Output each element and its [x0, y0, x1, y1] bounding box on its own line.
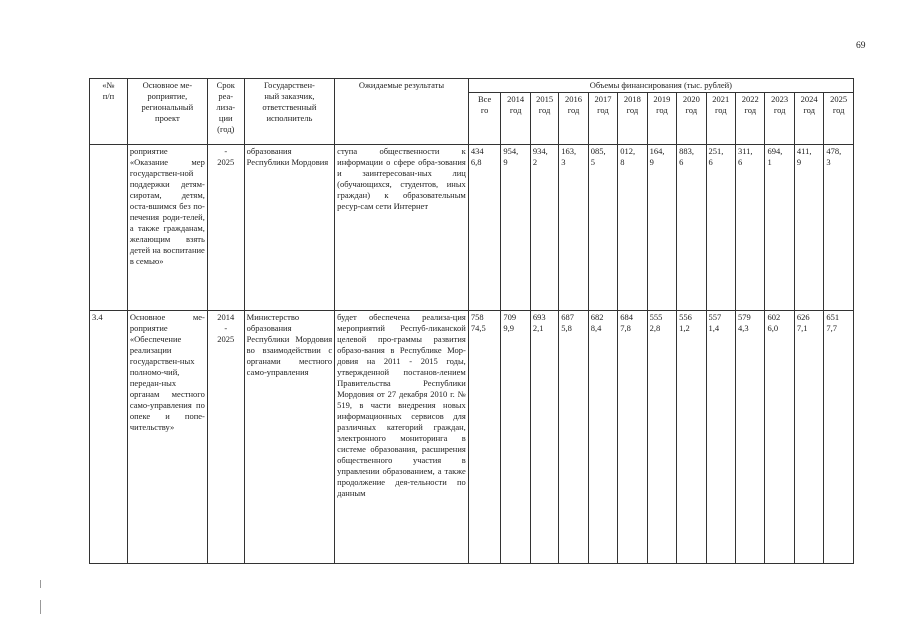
header-funding-group: Объемы финансирования (тыс. рублей)	[468, 79, 853, 93]
header-year-2022: 2022 год	[736, 93, 765, 145]
header-year-total: Все го	[468, 93, 501, 145]
row-term: 2014 - 2025	[207, 310, 244, 563]
amount-2022: 579 4,3	[736, 310, 765, 563]
header-event: Основное ме- роприятие, региональный проект	[127, 79, 207, 145]
amount-2022: 311, 6	[736, 145, 765, 311]
header-year-2025: 2025 год	[824, 93, 854, 145]
amount-2015: 693 2,1	[530, 310, 558, 563]
amount-2023: 694, 1	[765, 145, 794, 311]
amount-2020: 556 1,2	[677, 310, 706, 563]
funding-table	[89, 78, 854, 564]
amount-2024: 626 7,1	[794, 310, 823, 563]
header-results: Ожидаемые результаты	[335, 79, 469, 145]
header-year-2018: 2018 год	[618, 93, 647, 145]
amount-2016: 163, 3	[559, 145, 588, 311]
header-year-2016: 2016 год	[559, 93, 588, 145]
amount-2015: 934, 2	[530, 145, 558, 311]
row-results: ступа общественности к информации о сфере обра-зования и заинтересован-ных лиц (обучающихся, студентов, иных граждан) к образовательным ресур-сам сети Интернет	[335, 145, 469, 311]
row-term: - 2025	[207, 145, 244, 311]
amount-2025: 478, 3	[824, 145, 854, 311]
scan-mark	[40, 600, 41, 614]
header-year-2024: 2024 год	[794, 93, 823, 145]
row-num: 3.4	[90, 310, 128, 563]
amount-total: 434 6,8	[468, 145, 501, 311]
header-year-2015: 2015 год	[530, 93, 558, 145]
scan-mark	[40, 580, 41, 588]
row-results: будет обеспечена реализа-ция мероприятий Респуб-ликанской целевой про-граммы развития образо-вания в Республике Мор-довия на 2011 - 2015 годы, утвержденной постанов-лением Правительства Республики Мордовия от 27 декабря 2010 г. № 519, в части внедрения новых информационных сервисов для различных категорий граждан, электронного мониторинга в системе образования, расширения общественного участия в управлении образованием, а также продолжение дея-тельности по данным	[335, 310, 469, 563]
amount-2019: 555 2,8	[647, 310, 676, 563]
amount-2014: 954, 9	[501, 145, 530, 311]
table-row	[90, 145, 854, 311]
amount-2025: 651 7,7	[824, 310, 854, 563]
header-year-2019: 2019 год	[647, 93, 676, 145]
header-num: «№ п/п	[90, 79, 128, 145]
header-year-2017: 2017 год	[588, 93, 617, 145]
amount-2023: 602 6,0	[765, 310, 794, 563]
row-customer: Министерство образования Республики Мордовия во взаимодействии с органами местного само-управления	[244, 310, 335, 563]
page-number: 69	[856, 41, 866, 51]
amount-2021: 251, 6	[706, 145, 735, 311]
amount-2017: 682 8,4	[588, 310, 617, 563]
amount-2014: 709 9,9	[501, 310, 530, 563]
amount-2024: 411, 9	[794, 145, 823, 311]
row-customer: образования Республики Мордовия	[244, 145, 335, 311]
amount-2018: 012, 8	[618, 145, 647, 311]
table-row	[90, 310, 854, 563]
row-num	[90, 145, 128, 311]
amount-2020: 883, 6	[677, 145, 706, 311]
header-customer: Государствен- ный заказчик, ответственный исполнитель	[244, 79, 335, 145]
amount-total: 758 74,5	[468, 310, 501, 563]
header-term: Срок реа- лиза- ции (год)	[207, 79, 244, 145]
row-event: Основное ме-роприятие «Обеспечение реализации государствен-ных полномо-чий, передан-ных органам местного само-управления по опеке и попе-чительству»	[127, 310, 207, 563]
amount-2018: 684 7,8	[618, 310, 647, 563]
header-year-2021: 2021 год	[706, 93, 735, 145]
header-year-2023: 2023 год	[765, 93, 794, 145]
header-year-2014: 2014 год	[501, 93, 530, 145]
amount-2017: 085, 5	[588, 145, 617, 311]
amount-2019: 164, 9	[647, 145, 676, 311]
amount-2016: 687 5,8	[559, 310, 588, 563]
amount-2021: 557 1,4	[706, 310, 735, 563]
header-year-2020: 2020 год	[677, 93, 706, 145]
row-event: роприятие «Оказание мер государствен-ной поддержки детям-сиротам, детям, оста-вшимся без по-печения роди-телей, а также гражданам, желающим взять детей на воспитание в семью»	[127, 145, 207, 311]
